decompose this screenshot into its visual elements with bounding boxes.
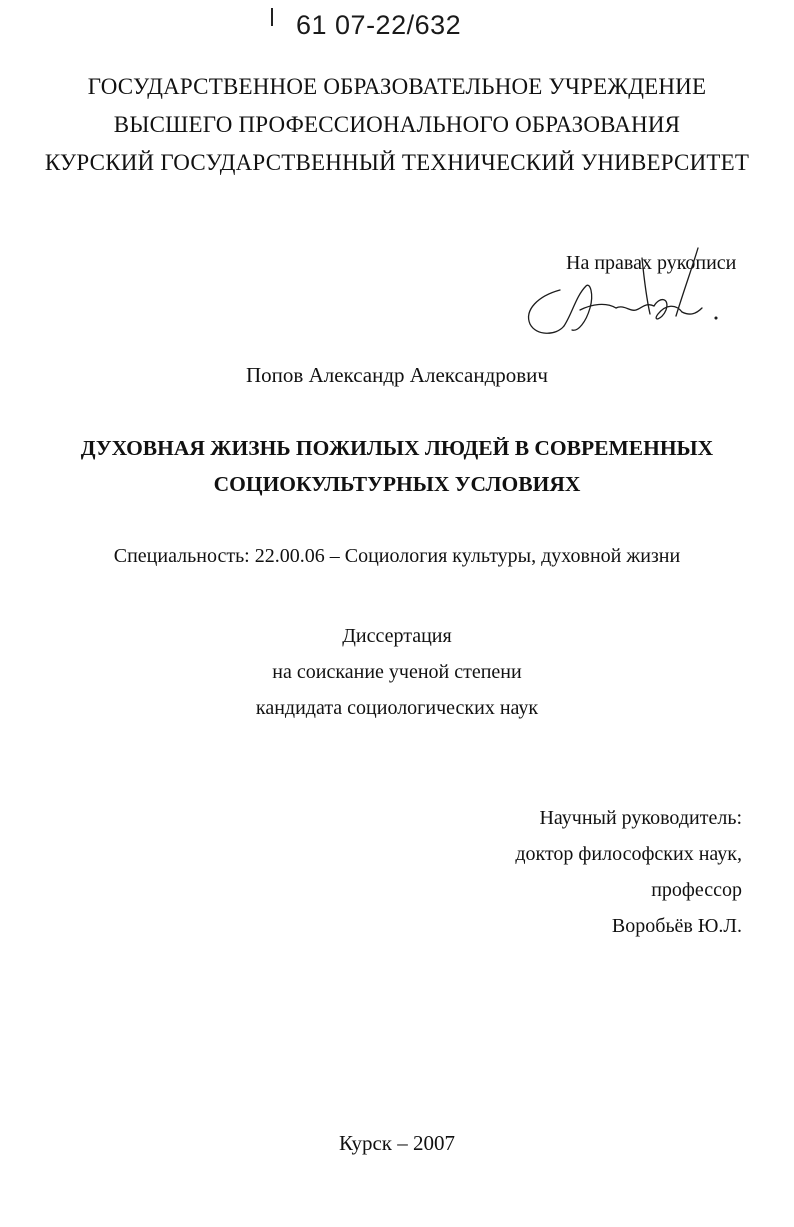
title-line: СОЦИОКУЛЬТУРНЫХ УСЛОВИЯХ: [213, 472, 581, 496]
institution-line: КУРСКИЙ ГОСУДАРСТВЕННЫЙ ТЕХНИЧЕСКИЙ УНИВЕРСИТЕТ: [44, 150, 750, 175]
handwritten-signature: [520, 238, 750, 348]
city-year: Курск – 2007: [339, 1131, 455, 1155]
specialty: Специальность: 22.00.06 – Социология культуры, духовной жизни: [113, 545, 681, 567]
archive-mark: [271, 8, 273, 26]
supervisor-line: Научный руководитель:: [539, 807, 742, 829]
supervisor-line: профессор: [651, 879, 742, 901]
institution-line: ВЫСШЕГО ПРОФЕССИОНАЛЬНОГО ОБРАЗОВАНИЯ: [113, 112, 681, 137]
manuscript-rights-note: На правах рукописи: [566, 252, 737, 274]
degree-line: Диссертация: [342, 625, 452, 647]
degree-block: [0, 618, 794, 726]
dissertation-title: [0, 430, 794, 502]
title-line: ДУХОВНАЯ ЖИЗНЬ ПОЖИЛЫХ ЛЮДЕЙ В СОВРЕМЕННЫХ: [80, 436, 714, 460]
supervisor-line: Воробьёв Ю.Л.: [611, 915, 742, 937]
supervisor-block: [515, 800, 742, 944]
supervisor-line: доктор философских наук,: [515, 843, 742, 865]
degree-line: на соискание ученой степени: [272, 661, 522, 683]
author-name: Попов Александр Александрович: [246, 363, 548, 387]
institution-line: ГОСУДАРСТВЕННОЕ ОБРАЗОВАТЕЛЬНОЕ УЧРЕЖДЕНИЕ: [87, 74, 707, 99]
archive-number: 61 07-22/632: [296, 10, 462, 40]
degree-line: кандидата социологических наук: [255, 697, 539, 719]
institution-header: [0, 68, 794, 182]
